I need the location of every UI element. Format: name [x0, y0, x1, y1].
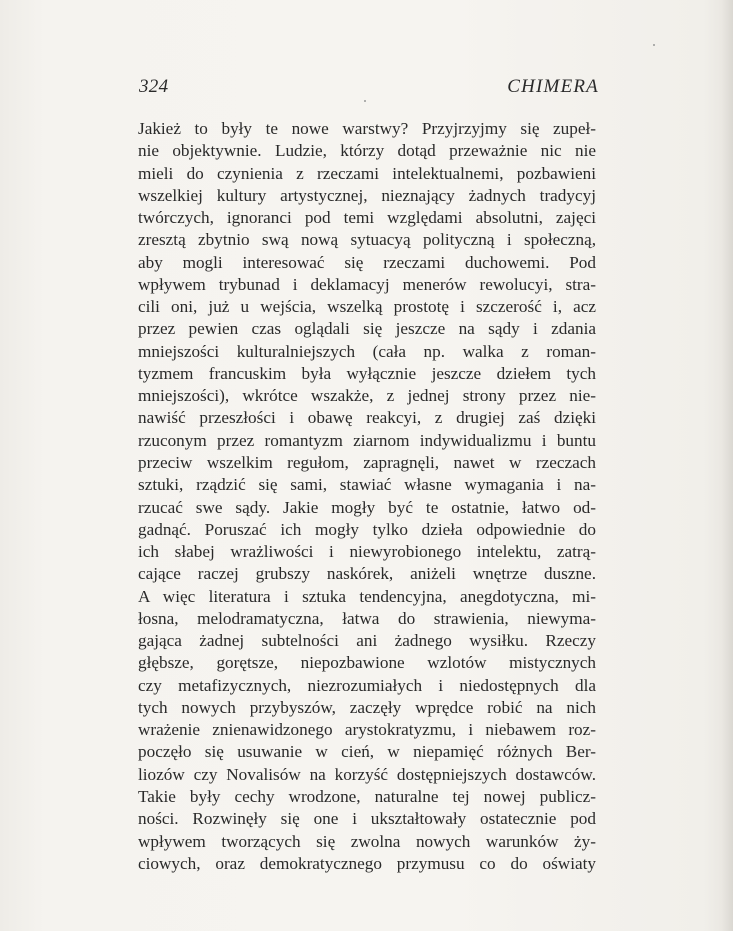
text-line: Jakież to były te nowe warstwy? Przyjrzyjmy się zupeł- [138, 119, 596, 138]
text-line: czy metafizycznych, niezrozumiałych i niedostępnych dla [138, 675, 596, 695]
text-line: gająca żadnej subtelności ani żadnego wysiłku. Rzeczy [138, 631, 596, 651]
text-line: głębsze, gorętsze, niepozbawione wzlotów mistycznych [138, 653, 596, 673]
text-line: wpływem tworzących się zwolna nowych warunków ży- [138, 831, 596, 851]
text-line: mniejszości kulturalniejszych (cała np. walka z roman- [138, 341, 596, 361]
text-line: ności. Rozwinęły się one i ukształtowały ostatecznie pod [138, 809, 596, 829]
text-line: sztuki, rządzić się sami, stawiać własne wymagania i na- [138, 475, 596, 495]
text-line: łosna, melodramatyczna, łatwa do strawienia, niewyma- [138, 608, 596, 628]
text-line: zresztą zbytnio swą nową sytuacyą polityczną i społeczną, [138, 230, 596, 250]
text-line: ich słabej wrażliwości i niewyrobionego intelektu, zatrą- [138, 542, 596, 562]
text-line: liozów czy Novalisów na korzyść dostępniejszych dostawców. [138, 764, 596, 784]
text-line: mniejszości), wkrótce wszakże, z jednej strony przez nie- [138, 386, 596, 406]
text-line: twórczych, ignoranci pod temi względami absolutni, zajęci [138, 208, 596, 228]
body-text [138, 118, 596, 875]
text-line: tych nowych przybyszów, zaczęły wprędce robić na nich [138, 697, 596, 717]
text-line: mieli do czynienia z rzeczami intelektualnemi, pozbawieni [138, 163, 596, 183]
page-number: 324 [139, 76, 169, 97]
text-line: wrażenie znienawidzonego arystokratyzmu, i niebawem roz- [138, 720, 596, 740]
text-line: wszelkiej kultury artystycznej, nieznający żadnych tradycyj [138, 185, 596, 205]
text-line: nie objektywnie. Ludzie, którzy dotąd przeważnie nic nie [138, 141, 596, 161]
running-title: CHIMERA [507, 76, 599, 97]
text-line: rzucać swe sądy. Jakie mogły być te ostatnie, łatwo od- [138, 497, 596, 517]
text-line: ciowych, oraz demokratycznego przymusu co do oświaty [138, 853, 596, 873]
text-line: rzuconym przez romantyzm ziarnom indywidualizmu i buntu [138, 430, 596, 450]
page-header [139, 76, 599, 102]
text-line: gadnąć. Poruszać ich mogły tylko dzieła odpowiednie do [138, 519, 596, 539]
text-line: aby mogli interesować się rzeczami duchowemi. Pod [138, 252, 596, 272]
text-line: cili oni, już u wejścia, wszelką prostotę i szczerość i, acz [138, 297, 596, 317]
text-line: poczęło się usuwanie w cień, w niepamięć różnych Ber- [138, 742, 596, 762]
text-line: przez pewien czas oglądali się jeszcze na sądy i zdania [138, 319, 596, 339]
text-line: wpływem trybunad i deklamacyj menerów rewolucyi, stra- [138, 274, 596, 294]
paper-speck [364, 100, 366, 102]
text-line: przeciw wszelkim regułom, zapragnęli, nawet w rzeczach [138, 452, 596, 472]
paper-speck [653, 44, 655, 46]
text-line: tyzmem francuskim była wyłącznie jeszcze dziełem tych [138, 363, 596, 383]
text-line: cające raczej grubszy naskórek, aniżeli wnętrze duszne. [138, 564, 596, 584]
text-line: nawiść przeszłości i obawę reakcyi, z drugiej zaś dzięki [138, 408, 596, 428]
page-edge-shadow [721, 0, 733, 931]
text-line: A więc literatura i sztuka tendencyjna, anegdotyczna, mi- [138, 586, 596, 606]
text-line: Takie były cechy wrodzone, naturalne tej nowej publicz- [138, 786, 596, 806]
